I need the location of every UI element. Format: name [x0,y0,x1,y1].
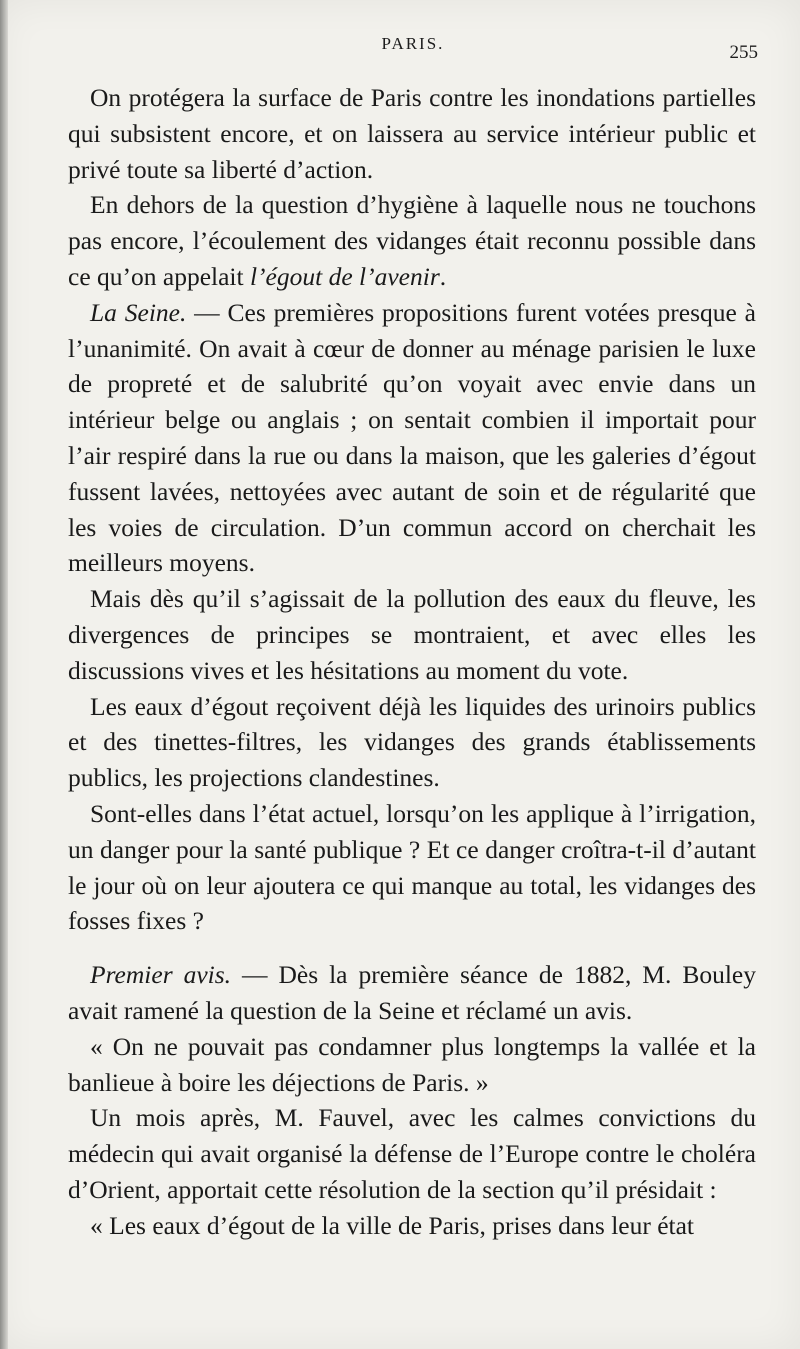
paragraph [68,1029,756,1101]
body-text [68,80,756,1244]
text-run: — Ces premières propositions furent votées presque à l’unanimité. On avait à cœur de donner au ménage parisien le luxe de propreté et de salubrité qu’on voyait avec envie dans un intérieur belge ou anglais ; on sentait combien il importait pour l’air respiré dans la rue ou dans la maison, que les galeries d’égout fussent lavées, nettoyées avec autant de soin et de régularité que les voies de circulation. D’un commun accord on cherchait les meilleurs moyens. [68,297,756,578]
page-number: 255 [729,42,758,63]
paragraph [68,689,756,796]
page-edge [0,0,8,1349]
paragraph [68,1208,756,1244]
text-run: « Les eaux d’égout de la ville de Paris, prises dans leur état [90,1210,695,1240]
paragraph [68,295,756,581]
text-run: — Dès la première séance de 1882, M. Bouley avait ramené la question de la Seine et réclamé un avis. [68,960,756,1025]
running-head [68,34,758,64]
paragraph [68,957,756,1029]
paragraph [68,80,756,187]
text-run: En dehors de la question d’hygiène à laquelle nous ne touchons pas encore, l’écoulement des vidanges était reconnu possible dans ce qu’on appelait [68,190,756,291]
italic-text-run: l’égout de l’avenir [249,261,440,291]
running-head-title: PARIS. [381,34,445,53]
paragraph [68,581,756,688]
text-run: . [439,261,447,291]
text-run: On protégera la surface de Paris contre les inondations partielles qui subsistent encore, et on laissera au service intérieur public et privé toute sa liberté d’action. [68,83,756,184]
text-run: Mais dès qu’il s’agissait de la pollution des eaux du fleuve, les divergences de principes se montraient, et avec elles les discussions vives et les hésitations au moment du vote. [68,584,756,685]
paragraph [68,187,756,294]
text-run: Un mois après, M. Fauvel, avec les calmes convictions du médecin qui avait organisé la défense de l’Europe contre le choléra d’Orient, apportait cette résolution de la section qu’il présidait : [68,1103,756,1204]
paragraph [68,796,756,939]
text-run: Les eaux d’égout reçoivent déjà les liquides des urinoirs publics et des tinettes-filtres, les vidanges des grands établissements publics, les projections clandestines. [68,691,756,793]
italic-text-run: Premier avis. [90,960,232,990]
text-run: « On ne pouvait pas condamner plus longtemps la vallée et la banlieue à boire les déjections de Paris. » [68,1031,756,1097]
italic-text-run: La Seine. [90,297,187,327]
text-run: Sont-elles dans l’état actuel, lorsqu’on les applique à l’irrigation, un danger pour la santé publique ? Et ce danger croîtra-t-il d’autant le jour où on leur ajoutera ce qui manque au total, les vidanges des fosses fixes ? [68,798,756,936]
paragraph [68,1100,756,1207]
